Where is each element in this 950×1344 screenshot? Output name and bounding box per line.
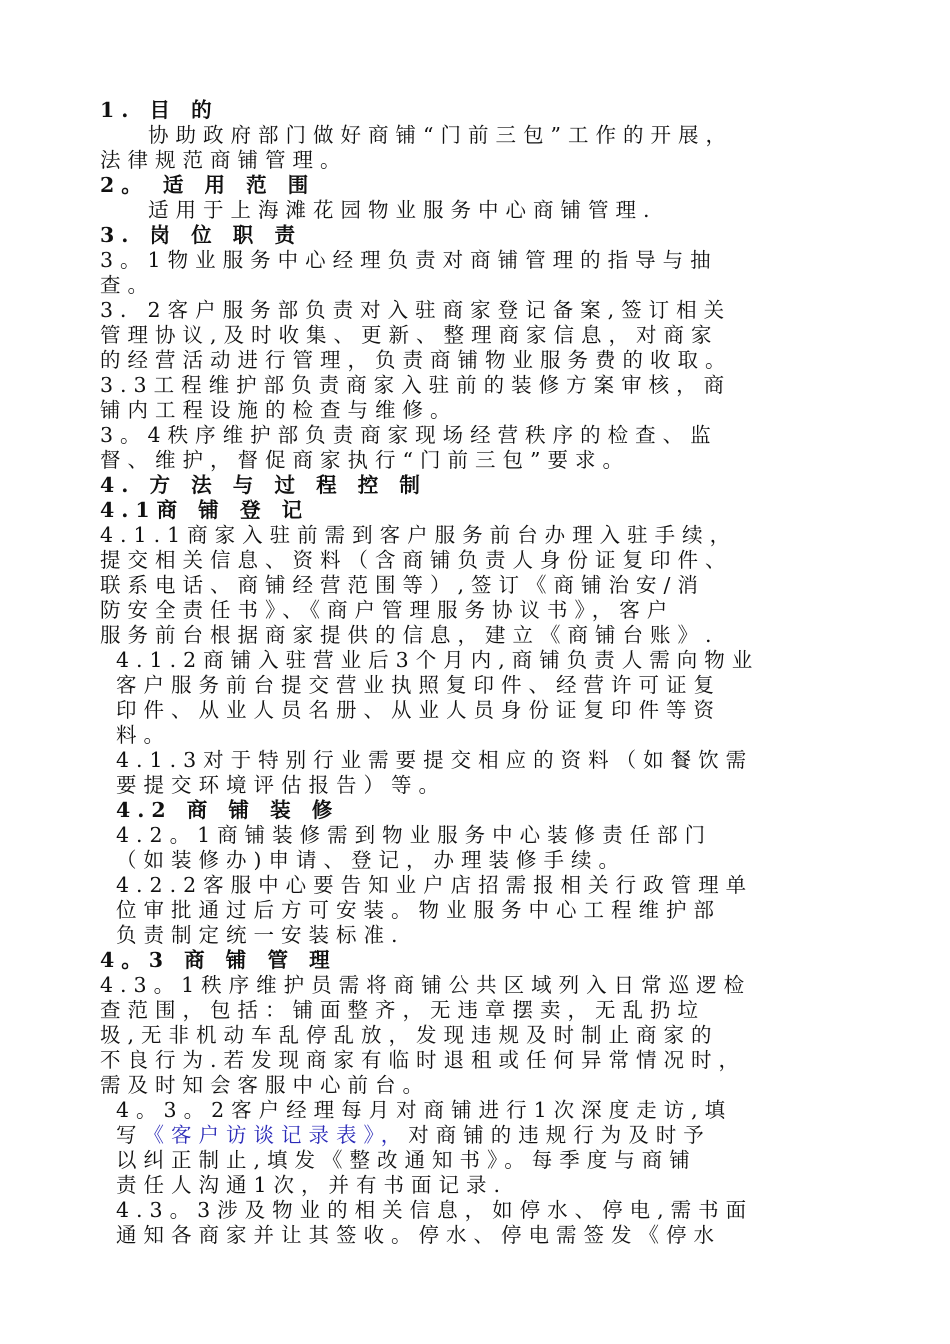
text-line xyxy=(116,873,753,898)
line-text: 料。 xyxy=(116,723,171,747)
text-line xyxy=(116,698,721,723)
text-line xyxy=(116,1198,753,1223)
line-text: 铺内工程设施的检查与维修。 xyxy=(100,398,458,422)
text-line xyxy=(100,448,630,473)
text-line xyxy=(100,573,705,598)
line-text: 不良行为.若发现商家有临时退租或任何异常情况时， xyxy=(100,1048,747,1072)
text-line xyxy=(116,898,721,923)
line-text: 4。3。2客户经理每月对商铺进行1次深度走访,填 xyxy=(116,1098,733,1122)
line-text: 以纠正制止,填发《整改通知书》。每季度与商铺 xyxy=(116,1148,697,1172)
line-text-rest: 对商铺的违规行为及时予 xyxy=(408,1123,711,1147)
section-heading xyxy=(100,498,309,523)
line-text: 客户服务前台提交营业执照复印件、经营许可证复 xyxy=(116,673,721,697)
line-text: 圾,无非机动车乱停乱放，发现违规及时制止商家的 xyxy=(100,1023,719,1047)
text-line xyxy=(116,923,405,948)
text-line xyxy=(100,1048,746,1073)
text-line xyxy=(100,273,155,298)
line-text: 通知各商家并让其签收。停水、停电需签发《停水 xyxy=(116,1223,721,1247)
section-heading xyxy=(100,98,219,123)
line-text: 管理协议,及时收集、更新、整理商家信息，对商家 xyxy=(100,323,719,347)
text-line xyxy=(116,648,759,673)
line-text: 位审批通过后方可安装。物业服务中心工程维护部 xyxy=(116,898,721,922)
line-text: 查。 xyxy=(100,273,155,297)
line-text: 印件、从业人员名册、从业人员身份证复印件等资 xyxy=(116,698,721,722)
text-line xyxy=(100,973,751,998)
line-text: 4.1.3对于特别行业需要提交相应的资料（如餐饮需 xyxy=(116,748,754,772)
line-text: 适用于上海滩花园物业服务中心商铺管理. xyxy=(148,198,657,222)
text-line xyxy=(100,598,674,623)
text-line xyxy=(100,998,705,1023)
text-line xyxy=(116,723,171,748)
line-text: 4.3。3涉及物业的相关信息，如停水、停电,需书面 xyxy=(116,1198,754,1222)
text-line xyxy=(100,398,458,423)
line-text: 4.3。1秩序维护员需将商铺公共区域列入日常巡逻检 xyxy=(100,973,752,997)
section-heading xyxy=(100,173,315,198)
line-text: 联系电话、商铺经营范围等）,签订《商铺治安/消 xyxy=(100,573,705,597)
line-text: 法律规范商铺管理。 xyxy=(100,148,348,172)
line-text: 写 xyxy=(116,1123,144,1147)
line-text: 责任人沟通1次，并有书面记录. xyxy=(116,1173,508,1197)
line-text: 4.1.2商铺入驻营业后3个月内,商铺负责人需向物业 xyxy=(116,648,760,672)
line-text: 3．2客户服务部负责对入驻商家登记备案,签订相关 xyxy=(100,298,732,322)
text-line xyxy=(116,1098,732,1123)
line-text: 4。3 商 铺 管 理 xyxy=(100,948,337,972)
line-text: 防安全责任书》、《商户管理服务协议书》，客户 xyxy=(100,598,675,622)
text-line xyxy=(116,1123,711,1148)
line-text: 查范围，包括：铺面整齐，无违章摆卖，无乱扔垃 xyxy=(100,998,705,1022)
form-link[interactable]: 《客户访谈记录表》， xyxy=(143,1123,409,1147)
line-text: 4.2.2客服中心要告知业户店招需报相关行政管理单 xyxy=(116,873,754,897)
text-line xyxy=(100,148,348,173)
text-line xyxy=(116,848,626,873)
text-line xyxy=(100,1073,430,1098)
text-line xyxy=(100,623,719,648)
line-text: 要提交环境评估报告）等。 xyxy=(116,773,446,797)
text-line xyxy=(100,298,731,323)
section-heading xyxy=(100,948,337,973)
text-line xyxy=(100,248,718,273)
line-text: 3.3工程维护部负责商家入驻前的装修方案审核，商 xyxy=(100,373,732,397)
line-text: 4.2 商 铺 装 修 xyxy=(116,798,340,822)
line-text: 3。4秩序维护部负责商家现场经营秩序的检查、监 xyxy=(100,423,718,447)
line-text: 督、维护，督促商家执行“门前三包”要求。 xyxy=(100,448,630,472)
line-text: 3. 岗 位 职 责 xyxy=(100,223,302,247)
section-heading xyxy=(116,798,339,823)
line-text: 4.2。1商铺装修需到物业服务中心装修责任部门 xyxy=(116,823,713,847)
line-text: 3。1物业服务中心经理负责对商铺管理的指导与抽 xyxy=(100,248,718,272)
text-line xyxy=(116,748,753,773)
text-line xyxy=(100,348,733,373)
section-heading xyxy=(100,473,427,498)
text-line xyxy=(100,423,718,448)
text-line xyxy=(100,373,731,398)
line-text: 2。 适 用 范 围 xyxy=(100,173,316,197)
text-line xyxy=(116,823,712,848)
line-text: 提交相关信息、资料（含商铺负责人身份证复印件、 xyxy=(100,548,733,572)
line-text: 服务前台根据商家提供的信息，建立《商铺台账》. xyxy=(100,623,719,647)
line-text: 协助政府部门做好商铺“门前三包”工作的开展， xyxy=(148,123,733,147)
text-line xyxy=(148,198,657,223)
line-text: 4.1.1商家入驻前需到客户服务前台办理入驻手续， xyxy=(100,523,738,547)
text-line xyxy=(116,1223,721,1248)
text-line xyxy=(100,1023,719,1048)
text-line xyxy=(100,323,719,348)
line-text: （如装修办)申请、登记，办理装修手续。 xyxy=(116,848,626,872)
text-line xyxy=(116,1148,697,1173)
text-line xyxy=(116,773,446,798)
line-text: 负责制定统一安装标准. xyxy=(116,923,405,947)
text-line xyxy=(100,548,733,573)
text-line xyxy=(148,123,733,148)
line-text: 的经营活动进行管理，负责商铺物业服务费的收取。 xyxy=(100,348,733,372)
section-heading xyxy=(100,223,302,248)
line-text: 4. 方 法 与 过 程 控 制 xyxy=(100,473,427,497)
text-line xyxy=(100,523,737,548)
text-line xyxy=(116,673,721,698)
text-line xyxy=(116,1173,507,1198)
line-text: 需及时知会客服中心前台。 xyxy=(100,1073,430,1097)
line-text: 1. 目 的 xyxy=(100,98,219,122)
line-text: 4.1商 铺 登 记 xyxy=(100,498,310,522)
